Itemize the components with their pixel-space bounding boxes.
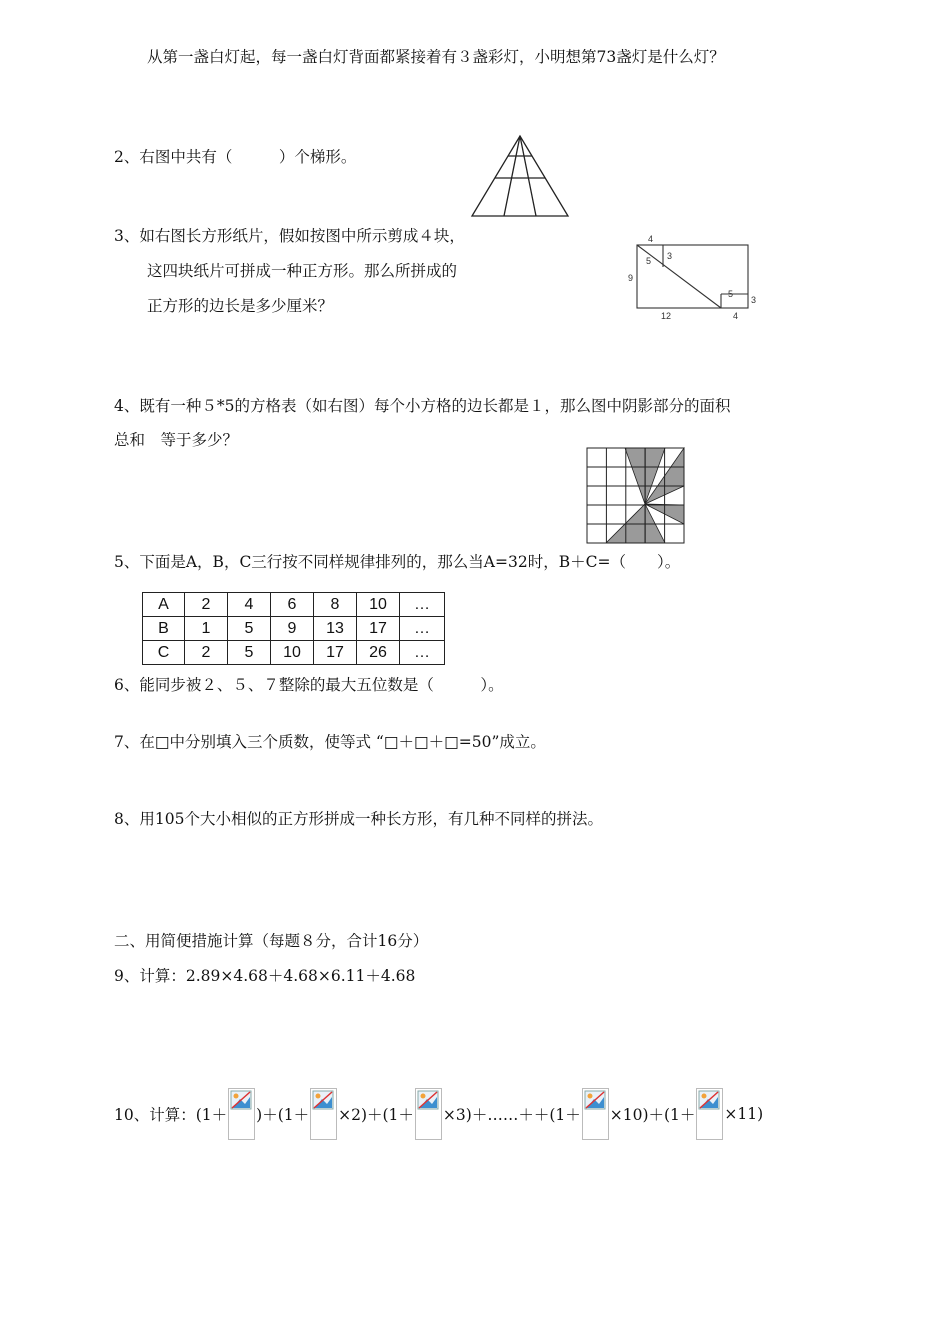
table-cell: 1 bbox=[185, 617, 228, 641]
section-2-title: 二、用简便措施计算（每题８分，合计16分） bbox=[114, 932, 429, 950]
question-3-line-2: 这四块纸片可拼成一种正方形。那么所拼成的 bbox=[147, 262, 458, 280]
cut-diagonal bbox=[637, 245, 721, 308]
question-5: 5、下面是A，B，C三行按不同样规律排列的，那么当A=32时，B＋C=（ ）。 bbox=[114, 553, 681, 571]
table-cell: 10 bbox=[271, 641, 314, 665]
label-right-3: 3 bbox=[751, 295, 757, 305]
question-8: 8、用105个大小相似的正方形拼成一种长方形，有几种不同样的拼法。 bbox=[114, 810, 603, 828]
label-lower-5: 5 bbox=[728, 289, 734, 299]
table-cell: 2 bbox=[185, 641, 228, 665]
table-cell: 4 bbox=[228, 593, 271, 617]
table-cell: 17 bbox=[314, 641, 357, 665]
table-cell: 26 bbox=[357, 641, 400, 665]
table-cell: 6 bbox=[271, 593, 314, 617]
question-4-line-1: 4、既有一种５*5的方格表（如右图）每个小方格的边长都是１，那么图中阴影部分的面积 bbox=[114, 397, 731, 415]
trapezoid-triangle-figure bbox=[470, 134, 570, 218]
table-cell: C bbox=[143, 641, 185, 665]
table-cell: … bbox=[400, 617, 445, 641]
table-cell: 8 bbox=[314, 593, 357, 617]
q10-part-5: ×11) bbox=[724, 1105, 764, 1123]
question-10 bbox=[114, 1088, 763, 1140]
question-4-line-2: 总和 等于多少？ bbox=[114, 431, 239, 449]
label-left-9: 9 bbox=[628, 273, 634, 283]
table-cell: 13 bbox=[314, 617, 357, 641]
table-cell: 17 bbox=[357, 617, 400, 641]
table-cell: 5 bbox=[228, 641, 271, 665]
table-row-a bbox=[143, 593, 445, 617]
q10-prefix: 10、计算：(1＋ bbox=[114, 1106, 228, 1124]
q10-part-4: ×10)＋(1＋ bbox=[609, 1106, 696, 1124]
table-cell: B bbox=[143, 617, 185, 641]
question-7: 7、在□中分别填入三个质数，使等式 “□＋□＋□=50”成立。 bbox=[114, 733, 546, 751]
q10-part-1: )＋(1＋ bbox=[256, 1106, 310, 1124]
triangle-outline bbox=[472, 136, 568, 216]
table-cell: … bbox=[400, 593, 445, 617]
triangle-ray-1 bbox=[504, 136, 520, 216]
intro-line: 从第一盏白灯起，每一盏白灯背面都紧接着有３盏彩灯，小明想第73盏灯是什么灯？ bbox=[147, 48, 725, 66]
question-6: 6、能同步被２、５、７整除的最大五位数是（ ）。 bbox=[114, 676, 504, 694]
broken-image-icon bbox=[228, 1088, 255, 1140]
table-cell: 5 bbox=[228, 617, 271, 641]
table-row-b bbox=[143, 617, 445, 641]
q10-part-3: ×3)＋……＋＋(1＋ bbox=[442, 1106, 581, 1124]
question-9: 9、计算：2.89×4.68＋4.68×6.11＋4.68 bbox=[114, 967, 416, 985]
table-cell: … bbox=[400, 641, 445, 665]
table-cell: 9 bbox=[271, 617, 314, 641]
broken-image-icon bbox=[310, 1088, 337, 1140]
question-3-line-1: 3、如右图长方形纸片，假如按图中所示剪成４块， bbox=[114, 227, 465, 245]
shaded-grid-figure bbox=[586, 447, 686, 545]
shade-top-left bbox=[625, 448, 645, 504]
triangle-ray-2 bbox=[520, 136, 536, 216]
table-cell: 2 bbox=[185, 593, 228, 617]
broken-image-icon bbox=[582, 1088, 609, 1140]
rectangle-cut-figure bbox=[626, 233, 762, 323]
abc-sequence-table bbox=[142, 592, 445, 665]
broken-image-icon bbox=[415, 1088, 442, 1140]
label-vert-3: 3 bbox=[667, 251, 673, 261]
question-3-line-3: 正方形的边长是多少厘米？ bbox=[147, 297, 334, 315]
q10-part-2: ×2)＋(1＋ bbox=[338, 1106, 414, 1124]
table-row-c bbox=[143, 641, 445, 665]
table-cell: 10 bbox=[357, 593, 400, 617]
label-bottom-4: 4 bbox=[733, 311, 739, 321]
label-diag-5: 5 bbox=[646, 256, 652, 266]
label-top-4: 4 bbox=[648, 234, 654, 244]
question-2: 2、右图中共有（ ）个梯形。 bbox=[114, 148, 357, 166]
label-bottom-12: 12 bbox=[661, 311, 672, 321]
broken-image-icon bbox=[696, 1088, 723, 1140]
table-cell: A bbox=[143, 593, 185, 617]
